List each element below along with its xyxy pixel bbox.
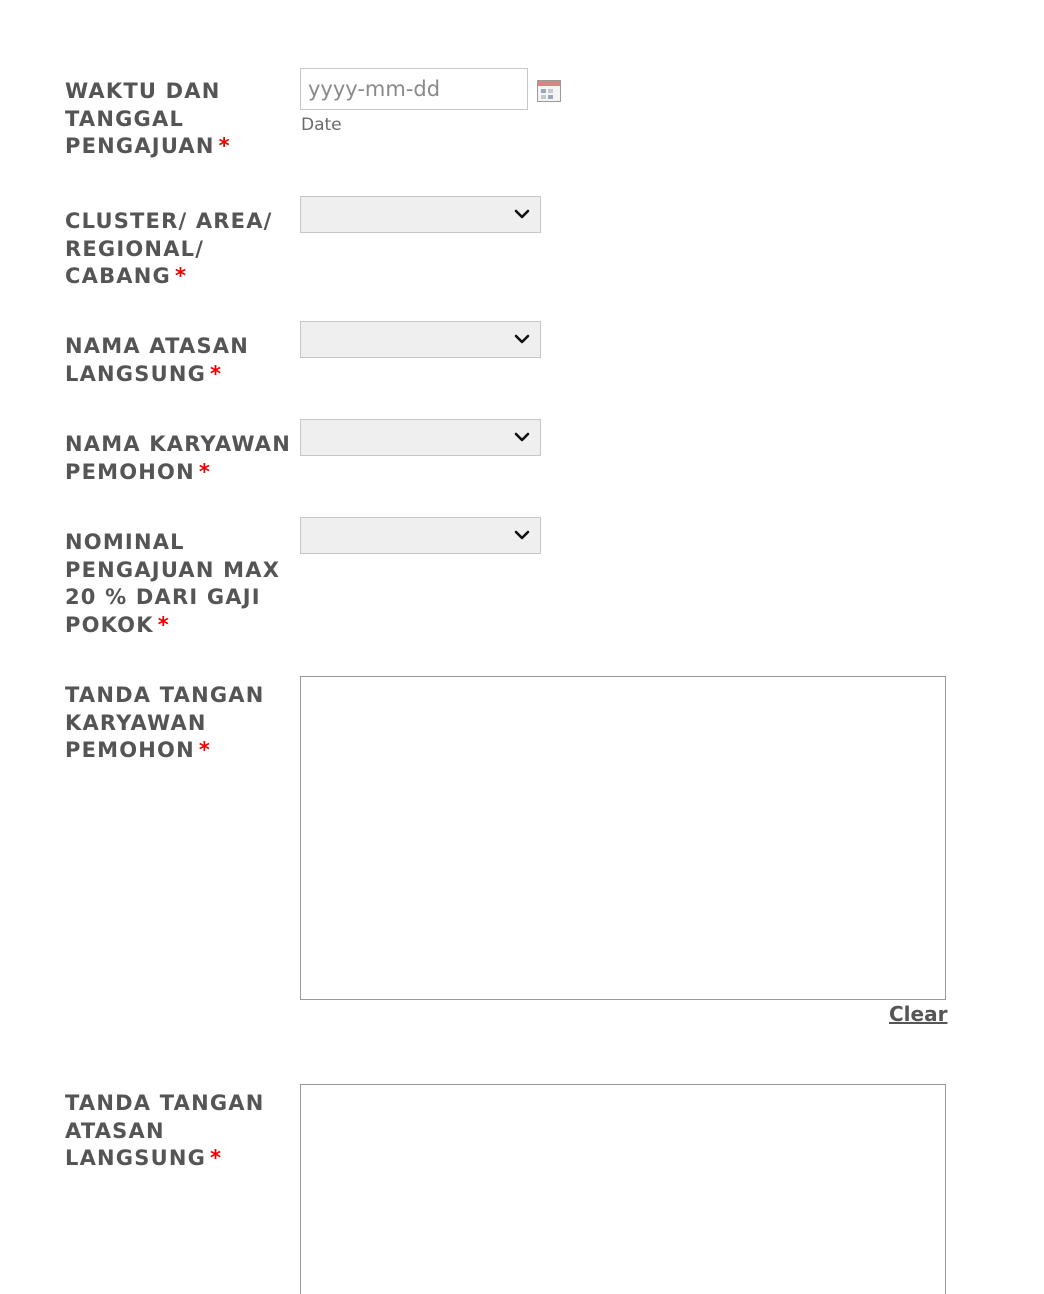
clear-signature-link[interactable]: Clear [889,1002,948,1026]
chevron-down-icon [512,525,532,545]
chevron-down-icon [512,329,532,349]
label-text: TANDA TANGAN KARYAWAN PEMOHON [65,683,265,762]
required-marker: * [210,361,223,386]
required-marker: * [210,1146,223,1170]
field-label-waktu-tanggal [65,78,297,161]
field-label-ttd-atasan [65,1090,297,1173]
signature-pad-karyawan[interactable] [300,676,946,1000]
karyawan-select[interactable] [300,419,541,456]
required-marker: * [198,738,212,762]
cluster-select[interactable] [300,196,541,233]
chevron-down-icon [512,204,532,224]
field-label-karyawan [65,431,297,486]
required-marker: * [218,134,231,158]
label-text: NOMINAL PENGAJUAN MAX 20 % DARI GAJI POKOK [65,530,281,637]
label-text: NAMA ATASAN LANGSUNG [65,334,250,386]
required-marker: * [157,612,170,637]
field-label-ttd-karyawan [65,682,297,765]
field-label-atasan [65,333,297,388]
label-text: CLUSTER/ AREA/ REGIONAL/ CABANG [65,209,273,288]
date-sublabel: Date [301,115,342,135]
chevron-down-icon [512,427,532,447]
label-text: NAMA KARYAWAN PEMOHON [65,432,291,484]
nominal-select[interactable] [300,517,541,554]
calendar-icon[interactable] [537,80,561,102]
required-marker: * [174,264,188,288]
label-text: WAKTU DAN TANGGAL PENGAJUAN [65,79,221,158]
label-text: TANDA TANGAN ATASAN LANGSUNG [65,1091,265,1170]
required-marker: * [198,459,212,484]
date-input[interactable] [300,68,528,110]
field-label-cluster [65,208,297,291]
atasan-select[interactable] [300,321,541,358]
signature-pad-atasan[interactable] [300,1084,946,1294]
field-label-nominal [65,529,297,639]
